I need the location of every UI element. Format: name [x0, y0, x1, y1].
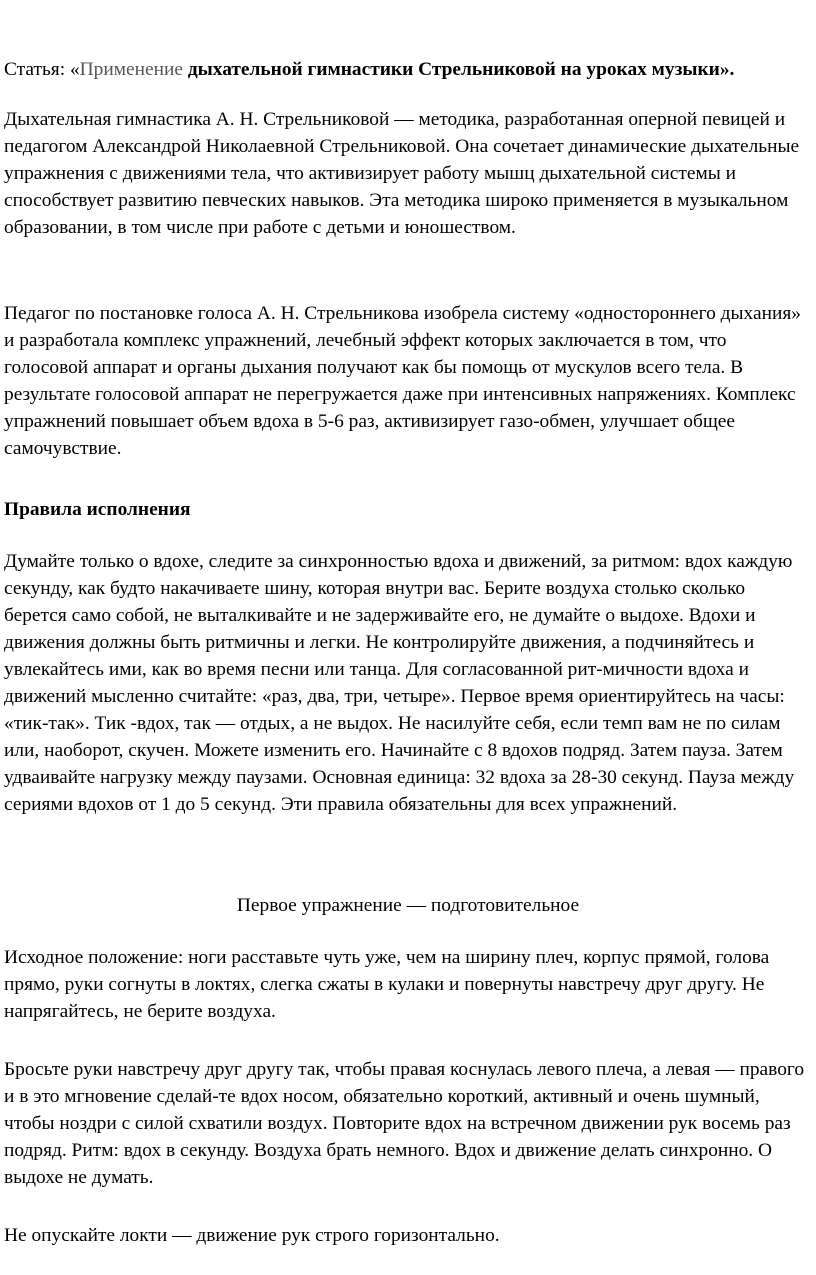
article-title [4, 56, 812, 83]
exercise-heading: Первое упражнение — подготовительное [236, 895, 580, 916]
title-light-part: Применение [79, 59, 188, 80]
paragraph-intro: Дыхательная гимнастика А. Н. Стрельниковой — методика, разработанная оперной певицей и педагогом Александрой Николаевной Стрельниковой. Она сочетает динамические дыхательные упражнения с движениями тела, что активизирует работу мышц дыхательной системы и способствует развитию певческих навыков. Эта методика широко применяется в музыкальном образовании, в том числе при работе с детьми и юношеством. [4, 109, 800, 238]
paragraph-start-position: Исходное положение: ноги расставьте чуть уже, чем на ширину плеч, корпус прямой, голова прямо, руки согнуты в локтях, слегка сжаты в кулаки и повернуты навстречу друг другу. Не напрягайтесь, не берите воздуха. [4, 947, 770, 1022]
title-prefix: Статья: « [4, 59, 80, 80]
rules-heading: Правила исполнения [4, 499, 191, 520]
title-bold-part: дыхательной гимнастики Стрельниковой на уроках музыки». [187, 59, 735, 80]
paragraph-throw-arms: Бросьте руки навстречу друг другу так, чтобы правая коснулась левого плеча, а левая — правого и в это мгновение сделай-те вдох носом, обязательно короткий, активный и очень шумный, чтобы ноздри с силой схватили воздух. Повторите вдох на встречном движении рук восемь раз подряд. Ритм: вдох в секунду. Воздуха брать немного. Вдох и движение делать синхронно. О выдохе не думать. [4, 1059, 805, 1188]
paragraph-elbows: Не опускайте локти — движение рук строго горизонтально. [4, 1225, 500, 1246]
paragraph-system: Педагог по постановке голоса А. Н. Стрельникова изобрела систему «одностороннего дыхания» и разработала комплекс упражнений, лечебный эффект которых заключается в том, что голосовой аппарат и органы дыхания получают как бы помощь от мускулов всего тела. В результате голосовой аппарат не перегружается даже при интенсивных напряжениях. Комплекс упражнений повышает объем вдоха в 5-6 раз, активизирует газо-обмен, улучшает общее самочувствие. [4, 303, 801, 459]
paragraph-rules: Думайте только о вдохе, следите за синхронностью вдоха и движений, за ритмом: вдох каждую секунду, как будто накачиваете шину, которая внутри вас. Берите воздуха столько сколько берется само собой, не выталкивайте и не задерживайте его, не думайте о выдохе. Вдохи и движения должны быть ритмичны и легки. Не контролируйте движения, а подчиняйтесь и увлекайтесь ими, как во время песни или танца. Для согласованной рит-мичности вдоха и движений мысленно считайте: «раз, два, три, четыре». Первое время ориентируйтесь на часы: «тик-так». Тик -вдох, так — отдых, а не выдох. Не насилуйте себя, если темп вам не по силам или, наоборот, скучен. Можете изменить его. Начинайте с 8 вдохов подряд. Затем пауза. Затем удваивайте нагрузку между паузами. Основная единица: 32 вдоха за 28-30 секунд. Пауза между сериями вдохов от 1 до 5 секунд. Эти правила обязательны для всех упражнений. [4, 551, 795, 815]
